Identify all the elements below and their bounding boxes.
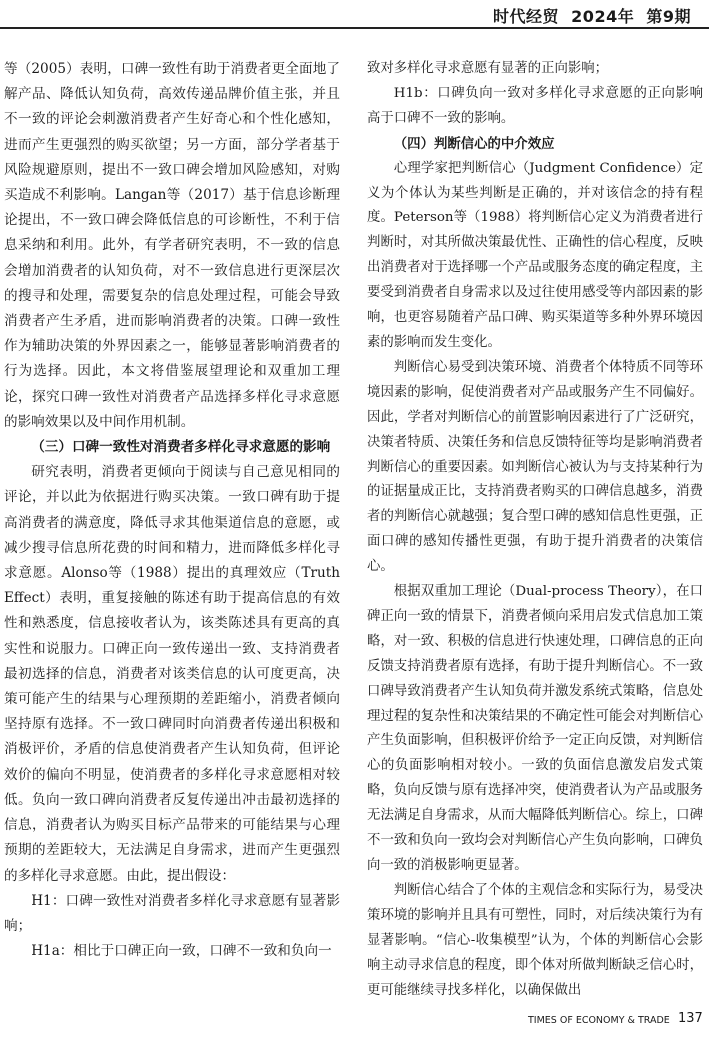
paragraph: 研究表明，消费者更倾向于阅读与自己意见相同的评论，并以此为依据进行购买决策。一致口碑有助于提高消费者的满意度，降低寻求其他渠道信息的意愿，或减少搜寻信息所花费的时间和精力，进而降低多样化寻求意愿。Alonso等（1988）提出的真理效应（Truth Effect）表明，重复接触的陈述有助于提高信息的有效性和熟悉度，信息接收者认为，该类陈述具有更高的真实性和说服力。口碑正向一致传递出一致、支持消费者最初选择的信息，消费者对该类信息的认可度更高，决策可能产生的结果与心理预期的差距缩小，消费者倾向坚持原有选择。不一致口碑同时向消费者传递出积极和消极评价，矛盾的信息使消费者产生认知负荷，但评论效价的偏向不明显，使消费者的多样化寻求意愿相对较低。负向一致口碑向消费者反复传递出冲击最初选择的信息，消费者认为购买目标产品带来的可能结果与心理预期的差距较大，无法满足自身需求，进而产生更强烈的多样化寻求意愿。由此，提出假设： bbox=[4, 464, 340, 884]
header-title bbox=[493, 4, 691, 27]
paragraph: 心理学家把判断信心（Judgment Confidence）定义为个体认为某些判断是正确的，并对该信念的持有程度。Peterson等（1988）将判断信心定义为消费者进行判断时，对其所做决策最优性、正确性的信心程度，反映出消费者对于选择哪一个产品或服务态度的确定程度，主要受到消费者自身需求以及过往使用感受等内部因素的影响，也更容易随着产品口碑、购买渠道等多种外界环境因素的影响而发生变化。 bbox=[367, 160, 703, 350]
hypothesis-h1: H1：口碑一致性对消费者多样化寻求意愿有显著影响； bbox=[4, 892, 340, 934]
right-column bbox=[367, 57, 703, 1003]
paragraph: 根据双重加工理论（Dual-process Theory），在口碑正向一致的情景下，消费者倾向采用启发式信息加工策略，对一致、积极的信息进行快速处理，口碑信息的正向反馈支持消费者原有选择，有助于提升判断信心。不一致口碑导致消费者产生认知负荷并激发系统式策略，信息处理过程的复杂性和决策结果的不确定性可能会对判断信心产生负面影响，但积极评价给予一定正向反馈，对判断信心的负面影响相对较小。一致的负面信息激发启发式策略，负向反馈与原有选择冲突，使消费者认为产品或服务无法满足自身需求，从而大幅降低判断信心。综上，口碑不一致和负向一致均会对判断信心产生负向影响，口碑负向一致的消极影响更显著。 bbox=[367, 584, 703, 873]
paragraph: 判断信心结合了个体的主观信念和实际行为，易受决策环境的影响并且具有可塑性，同时，对后续决策行为有显著影响。“信心-收集模型”认为，个体的判断信心会影响主动寻求信息的程度，即个体对所做判断缺乏信心时，更可能继续寻找多样化，以确保做出 bbox=[367, 882, 703, 998]
hypothesis-h1a: H1a：相比于口碑正向一致，口碑不一致和负向一 bbox=[31, 943, 332, 960]
journal-name: 时代经贸 bbox=[493, 7, 560, 26]
page-number: 137 bbox=[678, 1011, 703, 1026]
page-header bbox=[0, 0, 709, 30]
header-issue: 第9期 bbox=[646, 7, 691, 26]
footer-journal-english: TIMES OF ECONOMY & TRADE bbox=[528, 1015, 670, 1026]
section-heading-4: （四）判断信心的中介效应 bbox=[393, 135, 555, 152]
hypothesis-h1b: H1b：口碑负向一致对多样化寻求意愿的正向影响高于口碑不一致的影响。 bbox=[367, 85, 703, 126]
header-rule bbox=[0, 27, 709, 29]
header-year: 2024年 bbox=[571, 7, 635, 26]
left-column bbox=[4, 57, 340, 964]
hypothesis-h1a-continued: 致对多样化寻求意愿有显著的正向影响； bbox=[367, 61, 609, 76]
paragraph-continued: 等（2005）表明，口碑一致性有助于消费者更全面地了解产品、降低认知负荷，高效传递品牌价值主张，并且不一致的评论会刺激消费者产生好奇心和个性化感知，进而产生更强烈的购买欲望；另一方面，部分学者基于风险规避原则，提出不一致口碑会增加风险感知，对购买造成不利影响。Langan等（2017）基于信息诊断理论提出，不一致口碑会降低信息的可诊断性，不利于信息采纳和利用。此外，有学者研究表明，不一致的信息会增加消费者的认知负荷，对不一致信息进行更深层次的搜寻和处理，需要复杂的信息处理过程，可能会导致消费者产生矛盾，进而影响消费者的决策。口碑一致性作为辅助决策的外界因素之一，能够显著影响消费者的行为选择。因此，本文将借鉴展望理论和双重加工理论，探究口碑一致性对消费者产品选择多样化寻求意愿的影响效果以及中间作用机制。 bbox=[4, 61, 340, 430]
section-heading-3: （三）口碑一致性对消费者多样化寻求意愿的影响 bbox=[31, 439, 331, 456]
paragraph: 判断信心易受到决策环境、消费者个体特质不同等环境因素的影响，促使消费者对产品或服务产生不同偏好。因此，学者对判断信心的前置影响因素进行了广泛研究，决策者特质、决策任务和信息反馈特征等均是影响消费者判断信心的重要因素。如判断信心被认为与支持某种行为的证据量成正比，支持消费者购买的口碑信息越多，消费者的判断信心就越强；复合型口碑的感知信息性更强，正面口碑的感知传播性更强，有助于提升消费者的决策信心。 bbox=[367, 359, 703, 575]
